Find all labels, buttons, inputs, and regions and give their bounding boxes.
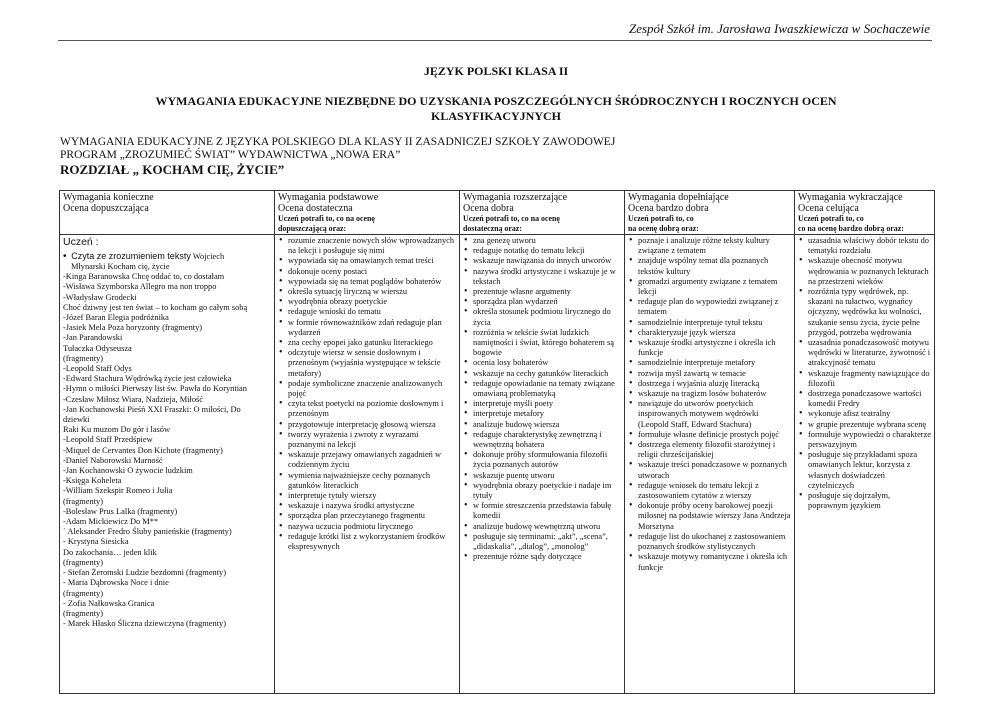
list-item: • sporządza plan wydarzeń [473,297,621,307]
header-cell-konieczne [60,191,275,235]
reading-line: (fragmenty) [63,557,103,567]
list-item: • prezentuje różne sądy dotyczące [473,552,621,562]
list-item: • samodzielnie interpretuje tytuł tekstu [638,318,791,328]
bullet-icon: • [63,251,70,262]
list-item: • nawiązuje do utworów poetyckich inspirowanych motywem wędrówki (Leopold Staff, Edward Stachura) [638,399,791,430]
list-item: • posługuje się terminami: „akt”, „scena”, „didaskalia”, „dialog”, „monolog” [473,532,621,552]
reading-line: ` Aleksander Fredro Śluby panieńskie (fragmenty) [63,527,232,537]
school-name: Zespół Szkół im. Jarosława Iwaszkiewicza w Sochaczewie [628,21,930,36]
list-item: • sporządza plan przeczytanego fragmentu [288,511,456,521]
reading-line: -Bolesław Prus Lalka (fragmenty) [63,506,178,516]
list-item: • wskazuje i nazywa środki artystyczne [288,501,456,511]
list-item: • w formie streszczenia przedstawia fabułę komedii [473,501,621,521]
program-heading: PROGRAM „ZROZUMIEĆ ŚWIAT” WYDAWNICTWA „NOWA ERA” [60,149,401,161]
reading-line: Młynarski Kocham cię, życie [71,262,170,271]
reading-line: Choć dziwny jest ten świat – to kocham go całym sobą [63,302,248,312]
column-name: Wymagania podstawowe [278,192,379,203]
list-item: • określa stosunek podmiotu lirycznego do życia [473,307,621,327]
list-item: • wskazuje na cechy gatunków literackich [473,369,621,379]
list-item: • przygotowuje interpretację głosową wiersza [288,420,456,430]
list-item: • wskazuje obecność motywu wędrowania w poznanych lekturach na przestrzeni wieków [808,256,931,287]
text-list [63,251,271,629]
column-req: Uczeń potrafi to, co na ocenę [463,214,560,223]
list-item: • rozwija myśl zawartą w temacie [638,369,791,379]
reading-line: -Jan Kochanowski Pieśń XXI Fraszki: O miłości, Do [63,404,241,414]
list-item: • interpretuje myśli poety [473,399,621,409]
bullet-list [798,236,931,511]
list-item: • tworzy wyrażenia i zwroty z wyrazami poznanymi na lekcji [288,430,456,450]
reading-line: -Daniel Naborowski Marność [63,455,163,465]
list-item: • wskazuje na tragizm losów bohaterów [638,389,791,399]
column-req: dostateczną oraz: [463,223,522,233]
list-item: • formułuje wypowiedzi o charakterze perswazyjnym [808,430,931,450]
cell-podstawowe [275,235,460,694]
header-cell-podstawowe [275,191,460,235]
list-item: • prezentuje własne argumenty [473,287,621,297]
list-item: • redaguje plan do wypowiedzi związanej z tematem [638,297,791,317]
list-item: • nazywa środki artystyczne i wskazuje je w tekstach [473,267,621,287]
list-item: • redaguje charakterystykę zewnętrzną i wewnętrzną bohatera [473,430,621,450]
list-item: • formułuje własne definicje prostych pojęć [638,430,791,440]
list-item: • czyta tekst poetycki na poziomie dosłownym i przenośnym [288,399,456,419]
list-item: • określa sytuację liryczną w wierszu [288,287,456,297]
list-item: • redaguje wnioski do tematu [288,307,456,317]
list-item: • wskazuje motywy romantyczne i określa ich funkcje [638,552,791,572]
reading-line: Tułaczka Odyseusza [63,343,132,353]
list-item: • podaje symboliczne znaczenie analizowanych pojęć [288,379,456,399]
list-item: • dostrzega elementy filozofii starożytnej i religii chrześcijańskiej [638,440,791,460]
reading-line: -Hymn o miłości Pierwszy list św. Pawła do Koryntian [63,384,247,394]
list-item: • uzasadnia właściwy dobór tekstu do tematyki rozdziału [808,236,931,256]
reading-line: - Stefan Żeromski Ludzie bezdomni (fragmenty) [63,568,227,578]
reading-line: -Miquel de Cervantes Don Kichote (fragmenty) [63,445,223,455]
list-item: • w formie równoważników zdań redaguje plan wydarzeń [288,318,456,338]
list-item: • posługuje się dojrzałym, poprawnym językiem [808,491,931,511]
reading-line: -Edward Stachura Wędrówką życie jest człowieka [63,374,232,384]
requirements-table [59,190,935,694]
list-item: • dostrzega i wyjaśnia aluzję literacką [638,379,791,389]
list-item: • wskazuje nawiązania do innych utworów [473,256,621,266]
reading-line: (fragmenty) [63,496,103,506]
bullet-list [278,236,456,552]
column-name: Wymagania dopełniające [628,192,729,203]
list-item: • wymienia najważniejsze cechy poznanych gatunków literackich [288,471,456,491]
list-item: • analizuje budowę wiersza [473,420,621,430]
list-item: • dokonuje próby oceny barokowej poezji miłosnej na podstawie wierszy Jana Andrzeja Morsztyna [638,501,791,532]
document-title: JĘZYK POLSKI KLASA II [423,64,569,78]
reading-line: Do zakochania… jeden klik [63,547,157,557]
header-cell-wykraczajace [795,191,935,235]
intro-line [63,251,271,262]
list-item: • charakteryzuje język wiersza [638,328,791,338]
column-grade: Ocena celująca [798,203,859,214]
list-item: • interpretuje metafory [473,409,621,419]
list-item: • posługuje się przykładami spoza omawianych lektur, korzysta z własnych doświadczeń czytelniczych [808,450,931,491]
reading-line: - Zofia Nałkowska Granica [63,598,155,608]
requirements-heading: WYMAGANIA EDUKACYJNE Z JĘZYKA POLSKIEGO DLA KLASY II ZASADNICZEJ SZKOŁY ZAWODOWEJ [60,136,616,148]
list-item: • rozróżnia typy wędrówek, np. skazani na tułactwo, wygnańcy ojczyzny, wędrówka ku wolności, szukanie sensu życia, życie pełne przygód, potrzeba wędrowania [808,287,931,338]
column-req: dopuszczającą oraz: [278,223,347,233]
list-item: • analizuje budowę wewnętrzną utworu [473,522,621,532]
chapter-heading: ROZDZIAŁ „ KOCHAM CIĘ, ŻYCIE” [60,162,285,177]
column-name: Wymagania rozszerzające [463,192,568,203]
column-grade: Ocena dobra [463,203,514,214]
reading-line: -William Szekspir Romeo i Julia [63,486,173,496]
reading-line: (fragmenty) [63,588,103,598]
reading-line: -Leopold Staff Odys [63,364,132,374]
list-item: • rozróżnia w tekście świat ludzkich namiętności i świat, którego bohaterem są bogowie [473,328,621,359]
list-item: • poznaje i analizuje różne teksty kultury związane z tematem [638,236,791,256]
list-item: • wskazuje fragmenty nawiązujące do filozofii [808,369,931,389]
list-item: • odczytuje wiersz w sensie dosłownym i przenośnym (wyjaśnia występujące w tekście metafory) [288,348,456,379]
list-item: • wskazuje przejawy omawianych zagadnień w codziennym życiu [288,450,456,470]
column-name: Wymagania wykraczające [798,192,903,203]
list-item: • wskazuje środki artystyczne i określa ich funkcje [638,338,791,358]
column-req: Uczeń potrafi to, co [628,214,694,223]
list-item: • redaguje list do ukochanej z zastosowaniem poznanych środków stylistycznych [638,532,791,552]
list-item: • gromadzi argumenty związane z tematem lekcji [638,277,791,297]
list-item: • redaguje opowiadanie na tematy związane omawianą problematyką [473,379,621,399]
reading-line: Wojciech [190,252,225,261]
reading-line: -Adam Mickiewicz Do M** [63,517,159,527]
reading-line: -Kinga Baranowska Chcę oddać to, co dostałam [63,272,225,282]
list-item: • wykonuje afisz teatralny [808,409,931,419]
list-item: • w grupie prezentuje wybrana scenę [808,420,931,430]
bullet-list [628,236,791,573]
reading-line: - Maria Dąbrowska Noce i dnie [63,578,169,588]
list-item: • ocenia losy bohaterów [473,358,621,368]
list-item: • wyodrębnia obrazy poetyckie [288,297,456,307]
list-item: • zna genezę utworu [473,236,621,246]
list-item: • znajduje wspólny temat dla poznanych tekstów kultury [638,256,791,276]
column-req: co na ocenę bardzo dobrą oraz: [798,223,904,233]
column-name: Wymagania konieczne [63,192,154,203]
header-cell-dopelniajace [625,191,795,235]
header-rule [58,40,932,41]
list-item: • wyodrębnia obrazy poetyckie i nadaje im tytuły [473,481,621,501]
reading-line: -Wisława Szymborska Allegro ma non troppo [63,282,217,292]
list-item: • nazywa uczucia podmiotu lirycznego [288,522,456,532]
list-item: • redaguje wniosek do tematu lekcji z zastosowaniem cytatów z wierszy [638,481,791,501]
reading-line: (fragmenty) [63,608,103,618]
list-item: • redaguje notatkę do tematu lekcji [473,246,621,256]
reading-line: -Jasiek Mela Poza horyzonty (fragmenty) [63,323,203,333]
reading-line: -Czesław Miłosz Wiara, Nadzieja, Miłość [63,394,203,404]
list-item: • wskazuje puentę utworu [473,471,621,481]
table-body-row [60,235,935,694]
list-item: • rozumie znaczenie nowych słów wprowadzanych na lekcji i posługuje się nimi [288,236,456,256]
column-grade: Ocena dostateczna [278,203,353,214]
reading-line: - Krystyna Siesicka [63,537,129,547]
column-grade: Ocena bardzo dobra [628,203,709,214]
list-item: • wypowiada się na omawianych temat treści [288,256,456,266]
reading-line: Raki Ku muzom Do gór i lasów [63,425,171,435]
header-cell-rozszerzajace [460,191,625,235]
reading-line: -Jan Parandowski [63,333,123,343]
cell-konieczne [60,235,275,694]
reading-line: -Józef Baran Elegia podróżnika [63,313,169,323]
list-item: • redaguje krótki list z wykorzystaniem środków ekspresywnych [288,532,456,552]
reading-line: -Władysław Grodecki [63,292,137,302]
table-header-row [60,191,935,235]
reading-line: (fragmenty) [63,353,103,363]
column-req: na ocenę dobrą oraz: [628,223,699,233]
reading-line: -Księga Koheleta [63,476,122,486]
cell-dopelniajace [625,235,795,694]
cell-rozszerzajace [460,235,625,694]
bullet-list [463,236,621,563]
column-req: Uczeń potrafi to, co na ocenę [278,214,375,223]
document-subtitle: WYMAGANIA EDUKACYJNE NIEZBĘDNE DO UZYSKANIA POSZCZEGÓLNYCH ŚRÓDROCZNYCH I ROCZNYCH OCEN KLASYFIKACYJNYCH [155,94,837,123]
reading-line: dziewki [63,415,90,425]
list-item: • interpretuje tytuły wierszy [288,491,456,501]
list-item: • dokonuje próby sformułowania filozofii życia poznanych autorów [473,450,621,470]
list-item: • dostrzega ponadczasowe wartości komedii Fredry [808,389,931,409]
column-req: Uczeń potrafi to, co [798,214,864,223]
cell-wykraczajace [795,235,935,694]
reading-line: - Marek Hłasko Śliczna dziewczyna (fragmenty) [63,619,227,629]
reading-line: -Jan Kochanowski O żywocie ludzkim [63,466,193,476]
list-item: • zna cechy epopei jako gatunku literackiego [288,338,456,348]
list-item: • dokonuje oceny postaci [288,267,456,277]
column-grade: Ocena dopuszczająca [63,203,149,214]
list-item: • uzasadnia ponadczasowość motywu wędrówki w literaturze, żywotność i atrakcyjność tematu [808,338,931,369]
intro-text: Czyta ze zrozumieniem teksty [71,251,191,261]
list-item: • samodzielnie interpretuje metafory [638,358,791,368]
list-item: • wypowiada się na temat poglądów bohaterów [288,277,456,287]
reading-line: -Leopold Staff Przedśpiew [63,435,153,445]
student-label: Uczeń : [63,236,99,248]
list-item: • wskazuje treści ponadczasowe w poznanych utworach [638,460,791,480]
